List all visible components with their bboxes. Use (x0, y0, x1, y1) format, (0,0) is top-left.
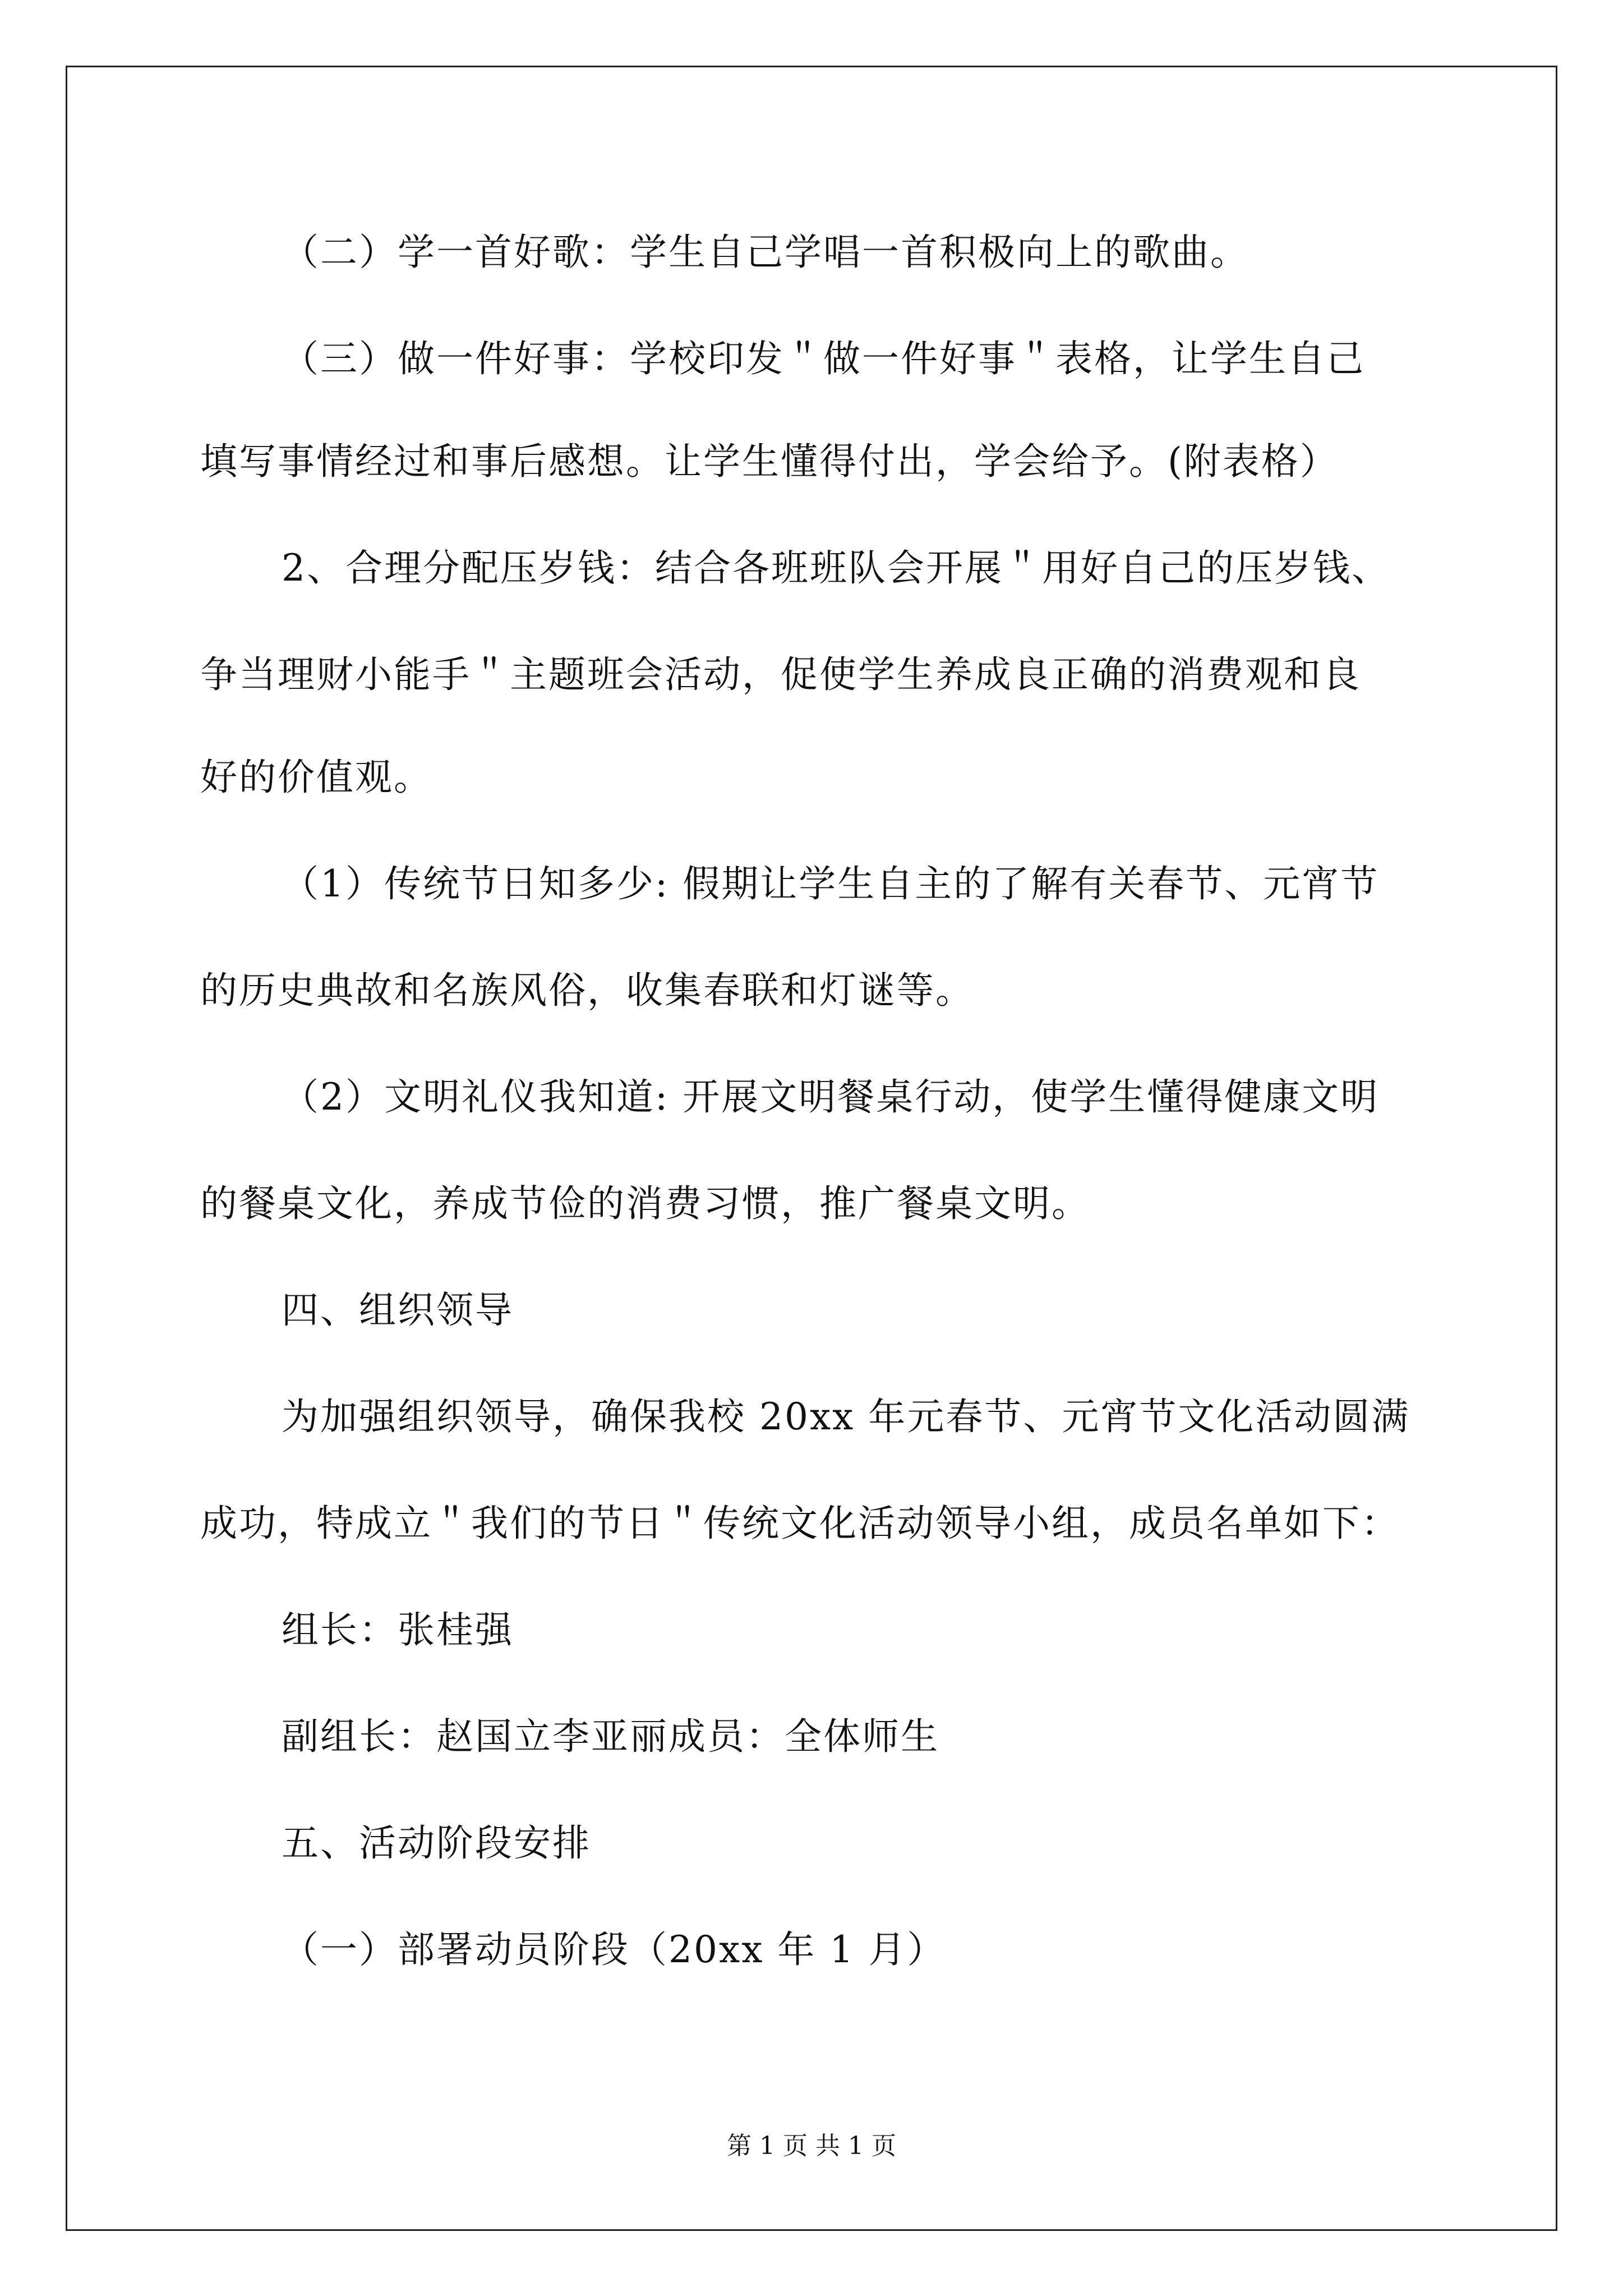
paragraph-line: 争当理财小能手＂主题班会活动，促使学生养成良正确的消费观和良 (200, 653, 1361, 696)
paragraph-line: 的餐桌文化，养成节俭的消费习惯，推广餐桌文明。 (200, 1182, 1090, 1225)
section-heading: 四、组织领导 (282, 1289, 514, 1332)
page-footer: 第 1 页 共 1 页 (727, 2132, 896, 2160)
paragraph-line: 为加强组织领导，确保我校 20xx 年元春节、元宵节文化活动圆满 (282, 1395, 1410, 1438)
paragraph-line: （二）学一首好歌：学生自己学唱一首积极向上的歌曲。 (282, 231, 1249, 274)
paragraph-line: （一）部署动员阶段（20xx 年 1 月） (282, 1928, 946, 1971)
paragraph-line: （三）做一件好事：学校印发＂做一件好事＂表格，让学生自己 (282, 337, 1365, 380)
paragraph-line: 成功，特成立＂我们的节日＂传统文化活动领导小组，成员名单如下： (200, 1502, 1400, 1545)
paragraph-line: 好的价值观。 (200, 756, 432, 799)
paragraph-line: （2）文明礼仪我知道: 开展文明餐桌行动，使学生懂得健康文明 (282, 1075, 1380, 1119)
paragraph-line: 填写事情经过和事后感想。让学生懂得付出，学会给予。(附表格） (200, 440, 1339, 483)
paragraph-line: 组长：张桂强 (282, 1608, 514, 1651)
section-heading: 五、活动阶段安排 (282, 1821, 591, 1865)
paragraph-line: （1）传统节日知多少: 假期让学生自主的了解有关春节、元宵节 (282, 862, 1380, 905)
paragraph-line: 副组长：赵国立李亚丽成员：全体师生 (282, 1715, 939, 1758)
paragraph-line: 2、合理分配压岁钱：结合各班班队会开展＂用好自己的压岁钱、 (282, 546, 1390, 590)
page-border (66, 66, 1557, 2231)
paragraph-line: 的历史典故和名族风俗，收集春联和灯谜等。 (200, 969, 974, 1012)
